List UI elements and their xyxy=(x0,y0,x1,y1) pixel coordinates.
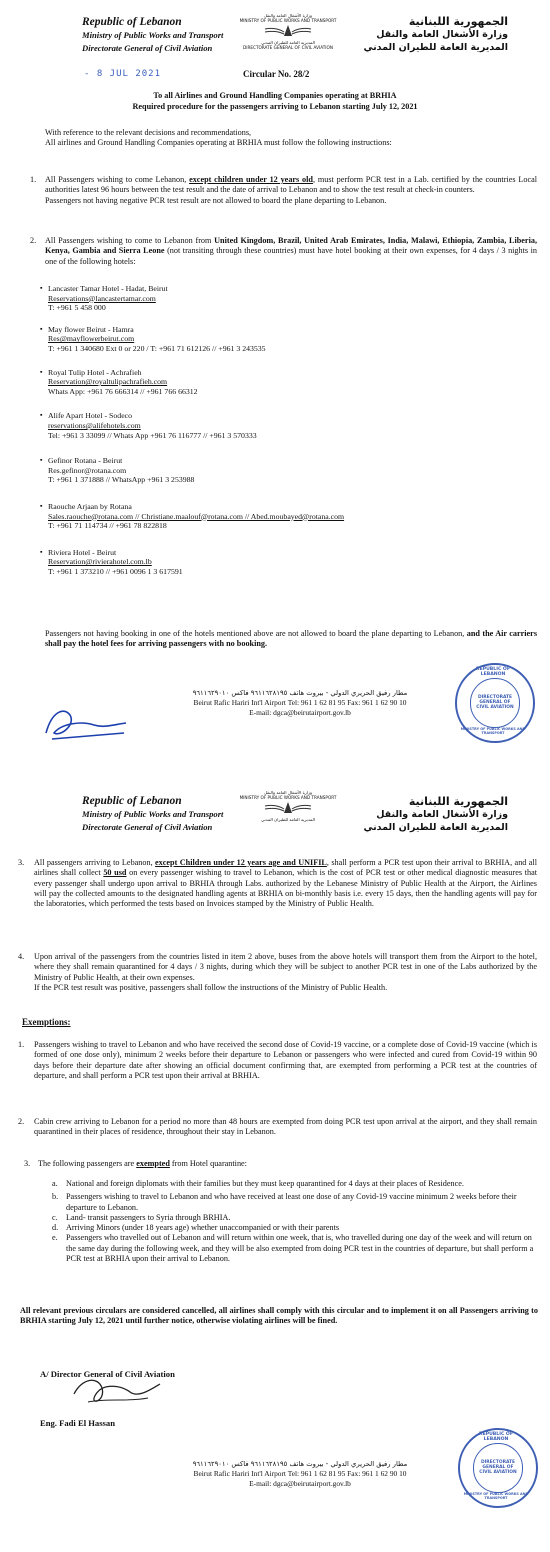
hotel-list xyxy=(40,284,498,576)
ex3-part-c: from Hotel quarantine: xyxy=(169,1159,247,1168)
hotel-phone: T: +961 1 373210 // +961 0096 1 3 617591 xyxy=(48,566,183,576)
ex3-part-a: The following passengers are xyxy=(38,1159,137,1168)
sub-item xyxy=(52,1223,537,1233)
sub-key: c. xyxy=(52,1212,58,1222)
footer-email: E-mail: dgca@beirutairport.gov.lb xyxy=(249,707,351,717)
cedar-wings-icon xyxy=(263,800,313,816)
emblem-ar-dgca: المديرية العامة للطيران المدني xyxy=(261,40,315,45)
item1-part-b: except children under 12 years old xyxy=(189,175,313,184)
sign-title: A/ Director General of Civil Aviation xyxy=(40,1369,175,1379)
footer-contact: Beirut Rafic Hariri Int'l Airport Tel: 961 1 62 81 95 Fax: 961 1 62 90 10 xyxy=(193,1469,407,1479)
sub-item xyxy=(52,1192,537,1213)
item3-part-b: except Children under 12 years age and UNIFIL xyxy=(155,858,327,867)
hotel-email[interactable]: Sales.raouche@rotana.com // Christiane.maalouf@rotana.com // Abed.moubayed@rotana.com xyxy=(48,511,345,521)
hotel-email[interactable]: Res.gefinor@rotana.com xyxy=(48,465,127,475)
seal-text: DIRECTORATE xyxy=(477,695,513,701)
sub-key: a. xyxy=(52,1179,58,1188)
hotel-phone: T: +961 1 340680 Ext 0 or 220 / T: +961 71 612126 // +961 3 243535 xyxy=(48,343,266,353)
header-left-p2 xyxy=(82,795,223,834)
item1-part-c: , must perform PCR test in a Lab. certified by the countries Local authorities latest 96 hours between the test result and the date of arrival to Lebanon and to show the test result at check-in counters. xyxy=(45,175,537,195)
sub-item xyxy=(52,1233,537,1264)
item3-fee: 50 usd xyxy=(103,868,127,878)
hotel-phone: T: +961 71 114734 // +961 78 822818 xyxy=(48,521,167,531)
hotel-phone: Tel: +961 3 33099 // Whats App +961 76 116777 // +961 3 570333 xyxy=(48,430,257,440)
seal-top-text: REPUBLIC OF LEBANON xyxy=(479,1432,513,1442)
hotel-phone: T: +961 5 458 000 xyxy=(48,303,106,313)
sub-key: e. xyxy=(52,1233,58,1243)
footer-contact: Beirut Rafic Hariri Int'l Airport Tel: 961 1 62 81 95 Fax: 961 1 62 90 10 xyxy=(193,698,407,708)
title-line1: To all Airlines and Ground Handling Companies operating at BRHIA xyxy=(153,91,397,100)
hotel-name: Raouche Arjaan by Rotana xyxy=(48,501,132,511)
item1-number: 1. xyxy=(30,175,37,184)
seal-top-text: REPUBLIC OF LEBANON xyxy=(476,667,510,677)
header-directorate: Directorate General of Civil Aviation xyxy=(82,822,213,832)
sub-text: Land- transit passengers to Syria through BRHIA. xyxy=(66,1212,231,1222)
item1-part-d: Passengers not having negative PCR test result are not allowed to board the plane departing to Lebanon. xyxy=(45,195,387,205)
sign-name: Eng. Fadi El Hassan xyxy=(40,1418,115,1428)
item2-part-a: All Passengers wishing to come to Lebanon from xyxy=(45,236,215,245)
hotel-item: ▪ Gefinor Rotana - Beirut Res.gefinor@rotana.com T: +961 1 371888 // WhatsApp +961 3 253988 xyxy=(48,456,498,485)
footer-page2 xyxy=(150,1460,450,1488)
ex2-number: 2. xyxy=(18,1117,25,1126)
emblem-en-dgca: DIRECTORATE GENERAL OF CIVIL AVIATION xyxy=(243,45,333,50)
hotel-item: ▪ Alife Apart Hotel - Sodeco reservations@alifehotels.com Tel: +961 3 33099 // Whats App +961 76 116777 // +961 3 570333 xyxy=(48,411,498,440)
item3-part-a: All passengers arriving to Lebanon, xyxy=(34,858,156,867)
header-right-republic: الجمهورية اللبنانية xyxy=(408,795,508,808)
sub-key: d. xyxy=(52,1223,59,1233)
ex1-number: 1. xyxy=(18,1040,25,1049)
header-republic: Republic of Lebanon xyxy=(82,16,182,28)
hotel-phone: T: +961 1 371888 // WhatsApp +961 3 253988 xyxy=(48,475,195,485)
signature-mark xyxy=(42,703,132,743)
sub-text: National and foreign diplomats with their families but they must keep quarantined for 4 days at their places of Residence. xyxy=(66,1179,464,1188)
hotel-name: Alife Apart Hotel - Sodeco xyxy=(48,411,133,421)
closing-part-a: Passengers not having booking in one of the hotels mentioned above are not allowed to board the plane departing to Lebanon, xyxy=(45,629,467,638)
item3-text xyxy=(34,858,537,909)
intro-line1: With reference to the relevant decisions and recommendations, xyxy=(45,128,252,137)
intro xyxy=(45,128,535,149)
header-emblem xyxy=(232,13,344,50)
sub-item xyxy=(52,1179,537,1189)
ex2-text: Cabin crew arriving to Lebanon for a period no more than 48 hours are exempted from doing PCR test upon arrival at the airport, and they shall remain quarantined in their places of residence, throughout their stay in Lebanon. xyxy=(34,1117,537,1137)
ex3-exempted: exempted xyxy=(136,1159,170,1168)
emblem-ar-ministry: وزارة الأشغال العامة والنقل xyxy=(263,790,313,795)
hotel-item: ▪ Lancaster Tamar Hotel - Hadat, Beirut Reservations@lancastertamar.com T: +961 5 458 000 xyxy=(48,284,498,313)
sub-item xyxy=(52,1213,537,1223)
item2-text xyxy=(45,236,537,267)
seal-text: CIVIL AVIATION xyxy=(479,1470,517,1476)
hotel-item: ▪ Royal Tulip Hotel - Achrafieh Reservation@royaltulipachrafieh.com Whats App: +961 76 666314 // +961 766 66312 xyxy=(48,368,498,397)
item4-text xyxy=(34,952,537,993)
hotel-name: Royal Tulip Hotel - Achrafieh xyxy=(48,367,142,377)
closing-paragraph xyxy=(45,629,537,650)
hotel-name: May flower Beirut - Hamra xyxy=(48,324,134,334)
item3-number: 3. xyxy=(18,858,25,867)
seal-text: GENERAL OF xyxy=(482,1465,514,1471)
hotel-email[interactable]: Reservations@lancastertamar.com xyxy=(48,293,156,303)
header-right-directorate: المديرية العامة للطيران المدني xyxy=(363,822,508,833)
emblem-ar-dgca: المديرية العامة للطيران المدني xyxy=(261,817,315,822)
emblem-en-ministry: MINISTRY OF PUBLIC WORKS AND TRANSPORT xyxy=(239,795,337,800)
item3-part-c: , shall perform a PCR test upon their arrival to BRHIA, and all airlines shall collect xyxy=(34,858,537,878)
sub-list xyxy=(52,1179,537,1264)
item1-part-a: All Passengers wishing to come Lebanon, xyxy=(45,175,190,184)
header-right-republic: الجمهورية اللبنانية xyxy=(408,15,508,28)
hotel-email[interactable]: Reservation@rivierahotel.com.lb xyxy=(48,557,152,567)
header-left xyxy=(82,16,223,55)
header-right-p2 xyxy=(363,795,508,834)
item4-number: 4. xyxy=(18,952,25,961)
circular-number: Circular No. 28/2 xyxy=(243,69,310,79)
hotel-name: Gefinor Rotana - Beirut xyxy=(48,456,123,466)
footer-arabic: مطار رفيق الحريري الدولي - بيروت هاتف ٩٦١١٦٢٨١٩٥ فاكس ٩٦١١٦٢٩٠١٠ xyxy=(192,689,408,697)
emblem-ar-ministry: وزارة الأشغال العامة والنقل xyxy=(263,13,313,18)
footer-page1 xyxy=(150,689,450,717)
date-stamp: - 8 JUL 2021 xyxy=(84,69,162,79)
ex3-text xyxy=(38,1159,538,1169)
hotel-email[interactable]: Reservation@royaltulipachrafieh.com xyxy=(48,377,168,387)
seal-text: GENERAL OF xyxy=(479,700,511,706)
footer-arabic: مطار رفيق الحريري الدولي - بيروت هاتف ٩٦١١٦٢٨١٩٥ فاكس ٩٦١١٦٢٩٠١٠ xyxy=(192,1460,408,1468)
header-ministry: Ministry of Public Works and Transport xyxy=(82,30,224,40)
exemptions-title: Exemptions: xyxy=(22,1017,71,1027)
item2-countries: United Kingdom, Brazil, United Arab Emirates, India, Malawi, Ethiopia, Zambia, Liberia, Kenya, Gambia and Sierra Leone xyxy=(45,236,537,256)
item3-part-e: on every passenger wishing to travel to Lebanon, which is the cost of PCR test or other medical diagnostic measures that every passenger shall undergo upon arrival to BRHIA through Labs. authorized by the Lebanese Ministry of Public Health at the Airport, the Airlines will pay the collected amounts to the designated handling agents at BRHIA on bi-monthly basis i.e. every 15 days, then the handling agents will pay for the laboratories, which performed the tests based on Invoices stamped by the Ministry of Public Health. xyxy=(34,868,537,909)
hotel-email[interactable]: Res@mayflowerbeirut.com xyxy=(48,334,135,344)
header-right-ministry: وزارة الأشغال العامة والنقل xyxy=(376,29,508,40)
header-directorate: Directorate General of Civil Aviation xyxy=(82,43,213,53)
header-right-ministry: وزارة الأشغال العامة والنقل xyxy=(376,809,508,820)
signature-mark xyxy=(68,1372,164,1412)
sub-key: b. xyxy=(52,1192,59,1202)
item2-number: 2. xyxy=(30,236,37,245)
cedar-wings-icon xyxy=(263,23,313,39)
intro-line2: All airlines and Ground Handling Companies operating at BRHIA must follow the following instructions: xyxy=(45,138,392,148)
hotel-name: Riviera Hotel - Beirut xyxy=(48,547,117,557)
item1-text xyxy=(45,175,537,206)
ex3-number: 3. xyxy=(24,1159,31,1168)
header-right-directorate: المديرية العامة للطيران المدني xyxy=(363,42,508,53)
header-ministry: Ministry of Public Works and Transport xyxy=(82,809,224,819)
header-republic: Republic of Lebanon xyxy=(82,795,182,807)
item4-part-a: Upon arrival of the passengers from the countries listed in item 2 above, buses from the above hotels will transport them from the Airport to the hotel, where they shall remain quarantined for 4 days / 3 nights, during which they will be subject to another PCR test in one of the Labs authorized by the Ministry of Public Health, at their own expenses. xyxy=(34,952,537,982)
final-notice: All relevant previous circulars are considered cancelled, all airlines shall comply with this circular and to implement it on all Passengers arriving to BRHIA starting July 12, 2021 until further notice, otherwise violating airlines will be fined. xyxy=(20,1306,538,1326)
ex1-text: Passengers wishing to travel to Lebanon and who have received the second dose of Covid-19 vaccine, or a complete dose of Covid-19 vaccine (which is formed of one dose only), minimum 2 weeks before their departure to Lebanon or passengers who were infected and cured from Covid-19 within 90 days before their departure date after showing an official document confirming that, are exempted from performing a PCR test at the countries of departure, and shall perform a PCR test upon their arrival at BRHIA. xyxy=(34,1040,537,1080)
footer-email: E-mail: dgca@beirutairport.gov.lb xyxy=(249,1478,351,1488)
closing-part-b: and the Air carriers shall pay the hotel fees for arriving passengers with no booking. xyxy=(45,629,537,649)
header-right xyxy=(363,15,508,54)
sub-text: Passengers wishing to travel to Lebanon and who have received at least one dose of any Covid-19 vaccine minimum 2 weeks before their departure to Lebanon. xyxy=(66,1192,517,1212)
item4-part-b: If the PCR test result was positive, passengers shall follow the instructions of the Ministry of Public Health. xyxy=(34,982,388,992)
seal-text: DIRECTORATE xyxy=(480,1460,516,1466)
hotel-item: ▪ May flower Beirut - Hamra Res@mayflowerbeirut.com T: +961 1 340680 Ext 0 or 220 / T: +961 71 612126 // +961 3 243535 xyxy=(48,325,498,354)
sub-text: Passengers who travelled out of Lebanon and will return within one week, that is, who travelled during one day of the week and will return on the same day during the following week, and they will be also exempted from doing PCR test in the countries of departure, but shall perform a PCR test at BRHIA upon their arrival to Lebanon. xyxy=(66,1233,534,1264)
emblem-en-ministry: MINISTRY OF PUBLIC WORKS AND TRANSPORT xyxy=(239,18,337,23)
hotel-phone: Whats App: +961 76 666314 // +961 766 66312 xyxy=(48,386,198,396)
sub-text: Arriving Minors (under 18 years age) whether unaccompanied or with their parents xyxy=(66,1223,340,1233)
hotel-name: Lancaster Tamar Hotel - Hadat, Beirut xyxy=(48,284,168,293)
hotel-email[interactable]: reservations@alifehotels.com xyxy=(48,420,141,430)
seal-bottom-text: MINISTRY OF PUBLIC WORKS AND TRANSPORT xyxy=(463,1492,529,1500)
title-line2: Required procedure for the passengers arriving to Lebanon starting July 12, 2021 xyxy=(132,102,418,111)
seal-text: CIVIL AVIATION xyxy=(476,705,514,711)
hotel-item: ▪ Riviera Hotel - Beirut Reservation@rivierahotel.com.lb T: +961 1 373210 // +961 0096 1 3 617591 xyxy=(48,548,498,577)
hotel-item: ▪ Raouche Arjaan by Rotana Sales.raouche@rotana.com // Christiane.maalouf@rotana.com // Abed.moubayed@rotana.com T: +961 71 114734 // +961 78 822818 xyxy=(48,502,518,531)
item2-part-c: (not transiting through these countries) must have hotel booking at their own expenses, for 4 days / 3 nights in one of the following hotels: xyxy=(45,246,537,266)
header-emblem-p2 xyxy=(232,790,344,822)
seal-bottom-text: MINISTRY OF PUBLIC WORKS AND TRANSPORT xyxy=(460,727,526,735)
